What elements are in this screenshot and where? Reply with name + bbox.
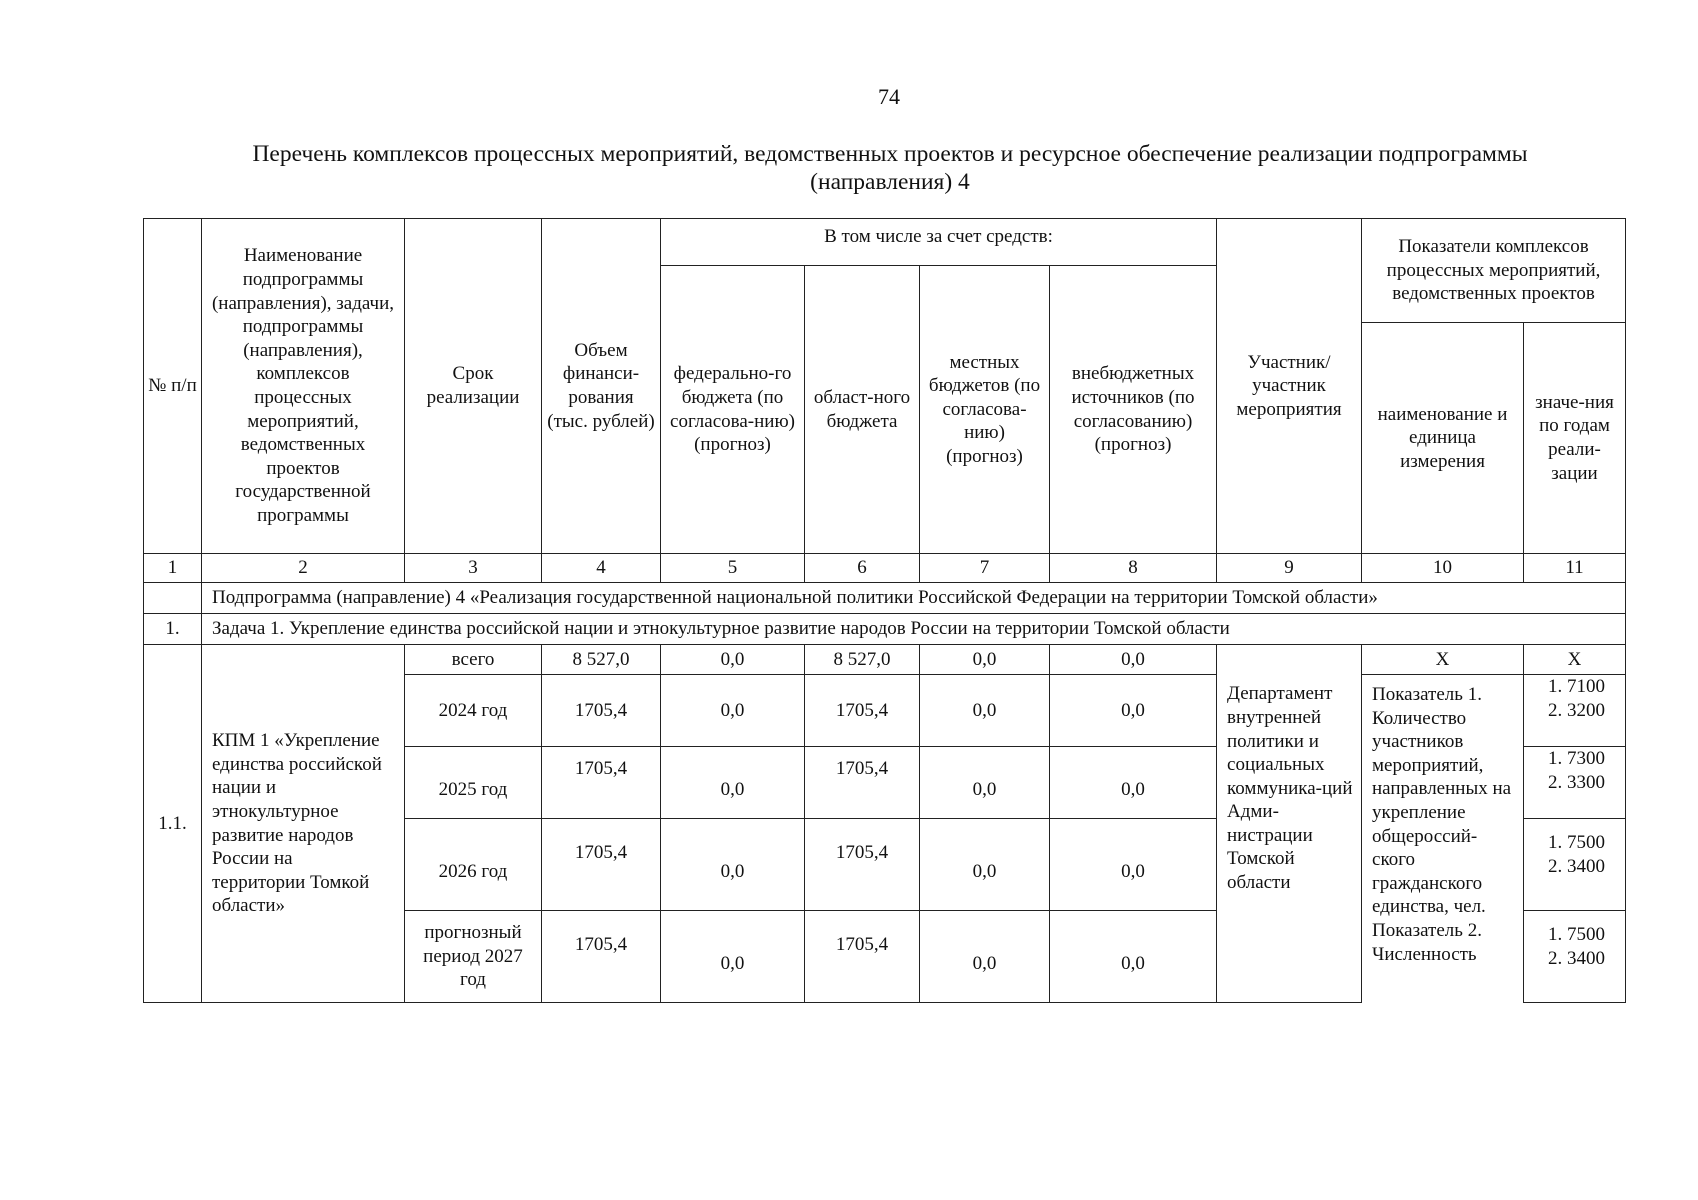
task-num: 1. — [144, 614, 202, 645]
value-2: 2. 3200 — [1548, 699, 1606, 721]
header-volume: Объем финанси-рования (тыс. рублей) — [542, 219, 661, 554]
regional-cell: 1705,4 — [805, 911, 920, 1003]
kpm-num: 1.1. — [144, 645, 202, 1003]
federal-cell: 0,0 — [661, 645, 805, 675]
col-number: 3 — [405, 554, 542, 583]
header-num: № п/п — [144, 219, 202, 554]
value-1: 1. 7500 — [1548, 924, 1606, 945]
col-number: 4 — [542, 554, 661, 583]
term-cell: 2025 год — [405, 747, 542, 819]
volume-cell: 1705,4 — [542, 911, 661, 1003]
col-number: 8 — [1050, 554, 1217, 583]
value-1: 1. 7300 — [1548, 748, 1606, 769]
term-cell: прогнозный период 2027 год — [405, 911, 542, 1003]
value-2: 2. 3300 — [1548, 771, 1606, 793]
header-term: Срок реализации — [405, 219, 542, 554]
col-number: 5 — [661, 554, 805, 583]
header-participant: Участник/ участник мероприятия — [1217, 219, 1362, 554]
federal-cell: 0,0 — [661, 911, 805, 1003]
regional-cell: 8 527,0 — [805, 645, 920, 675]
extra-cell: 0,0 — [1050, 747, 1217, 819]
volume-cell: 8 527,0 — [542, 645, 661, 675]
header-indicator-name: наименование и единица измерения — [1362, 323, 1524, 554]
header-federal: федерально-го бюджета (по согласова-нию) (прогноз) — [661, 266, 805, 554]
subprogram-num-cell — [144, 583, 202, 614]
value-1: 1. 7500 — [1548, 832, 1606, 853]
federal-cell: 0,0 — [661, 819, 805, 911]
indicator-cell: Показатель 1. Количество участников мероприятий, направленных на укрепление общероссий-ского гражданского единства, чел. Показатель 2. Численность — [1362, 675, 1524, 1003]
term-cell: 2026 год — [405, 819, 542, 911]
col-number: 1 — [144, 554, 202, 583]
volume-cell: 1705,4 — [542, 747, 661, 819]
federal-cell: 0,0 — [661, 747, 805, 819]
regional-cell: 1705,4 — [805, 747, 920, 819]
extra-cell: 0,0 — [1050, 911, 1217, 1003]
extra-cell: 0,0 — [1050, 645, 1217, 675]
local-cell: 0,0 — [920, 911, 1050, 1003]
volume-cell: 1705,4 — [542, 819, 661, 911]
federal-cell: 0,0 — [661, 675, 805, 747]
participant-cell: Департамент внутренней политики и социальных коммуника-ций Адми-нистрации Томской области — [1217, 645, 1362, 1003]
page-title — [150, 140, 1630, 196]
value-2: 2. 3400 — [1548, 947, 1606, 969]
header-indicator-values: значе-ния по годам реали-зации — [1524, 323, 1626, 554]
header-name: Наименование подпрограммы (направления), задачи, подпрограммы (направления), комплексов процессных мероприятий, ведомственных проектов государственной программы — [202, 219, 405, 554]
values-cell — [1524, 911, 1626, 1003]
kpm-name: КПМ 1 «Укрепление единства российской нации и этнокультурное развитие народов России на территории Томкой области» — [202, 645, 405, 1003]
term-cell: всего — [405, 645, 542, 675]
col-number: 9 — [1217, 554, 1362, 583]
task-title: Задача 1. Укрепление единства российской нации и этнокультурное развитие народов России на территории Томской области — [202, 614, 1626, 645]
header-including: В том числе за счет средств: — [661, 219, 1217, 266]
regional-cell: 1705,4 — [805, 675, 920, 747]
header-regional: област-ного бюджета — [805, 266, 920, 554]
col-number: 2 — [202, 554, 405, 583]
values-cell — [1524, 747, 1626, 819]
page-number: 74 — [878, 84, 900, 109]
indicator-x-cell: X — [1362, 645, 1524, 675]
col-number: 10 — [1362, 554, 1524, 583]
subprogram-title: Подпрограмма (направление) 4 «Реализация государственной национальной политики Российской Федерации на территории Томской области» — [202, 583, 1626, 614]
col-number: 6 — [805, 554, 920, 583]
local-cell: 0,0 — [920, 645, 1050, 675]
local-cell: 0,0 — [920, 675, 1050, 747]
term-cell: 2024 год — [405, 675, 542, 747]
extra-cell: 0,0 — [1050, 675, 1217, 747]
header-local: местных бюджетов (по согласова-нию) (прогноз) — [920, 266, 1050, 554]
values-cell — [1524, 819, 1626, 911]
values-cell — [1524, 675, 1626, 747]
value-2: 2. 3400 — [1548, 855, 1606, 877]
regional-cell: 1705,4 — [805, 819, 920, 911]
resource-table — [143, 218, 1626, 1003]
col-number: 11 — [1524, 554, 1626, 583]
values-x-cell: X — [1524, 645, 1626, 675]
volume-cell: 1705,4 — [542, 675, 661, 747]
col-number: 7 — [920, 554, 1050, 583]
value-1: 1. 7100 — [1548, 676, 1606, 697]
local-cell: 0,0 — [920, 819, 1050, 911]
extra-cell: 0,0 — [1050, 819, 1217, 911]
local-cell: 0,0 — [920, 747, 1050, 819]
header-indicators: Показатели комплексов процессных мероприятий, ведомственных проектов — [1362, 219, 1626, 323]
title-line-2: (направления) 4 — [810, 169, 970, 195]
header-extra: внебюджетных источников (по согласованию) (прогноз) — [1050, 266, 1217, 554]
title-line-1: Перечень комплексов процессных мероприятий, ведомственных проектов и ресурсное обеспечение реализации подпрограммы — [252, 141, 1528, 167]
